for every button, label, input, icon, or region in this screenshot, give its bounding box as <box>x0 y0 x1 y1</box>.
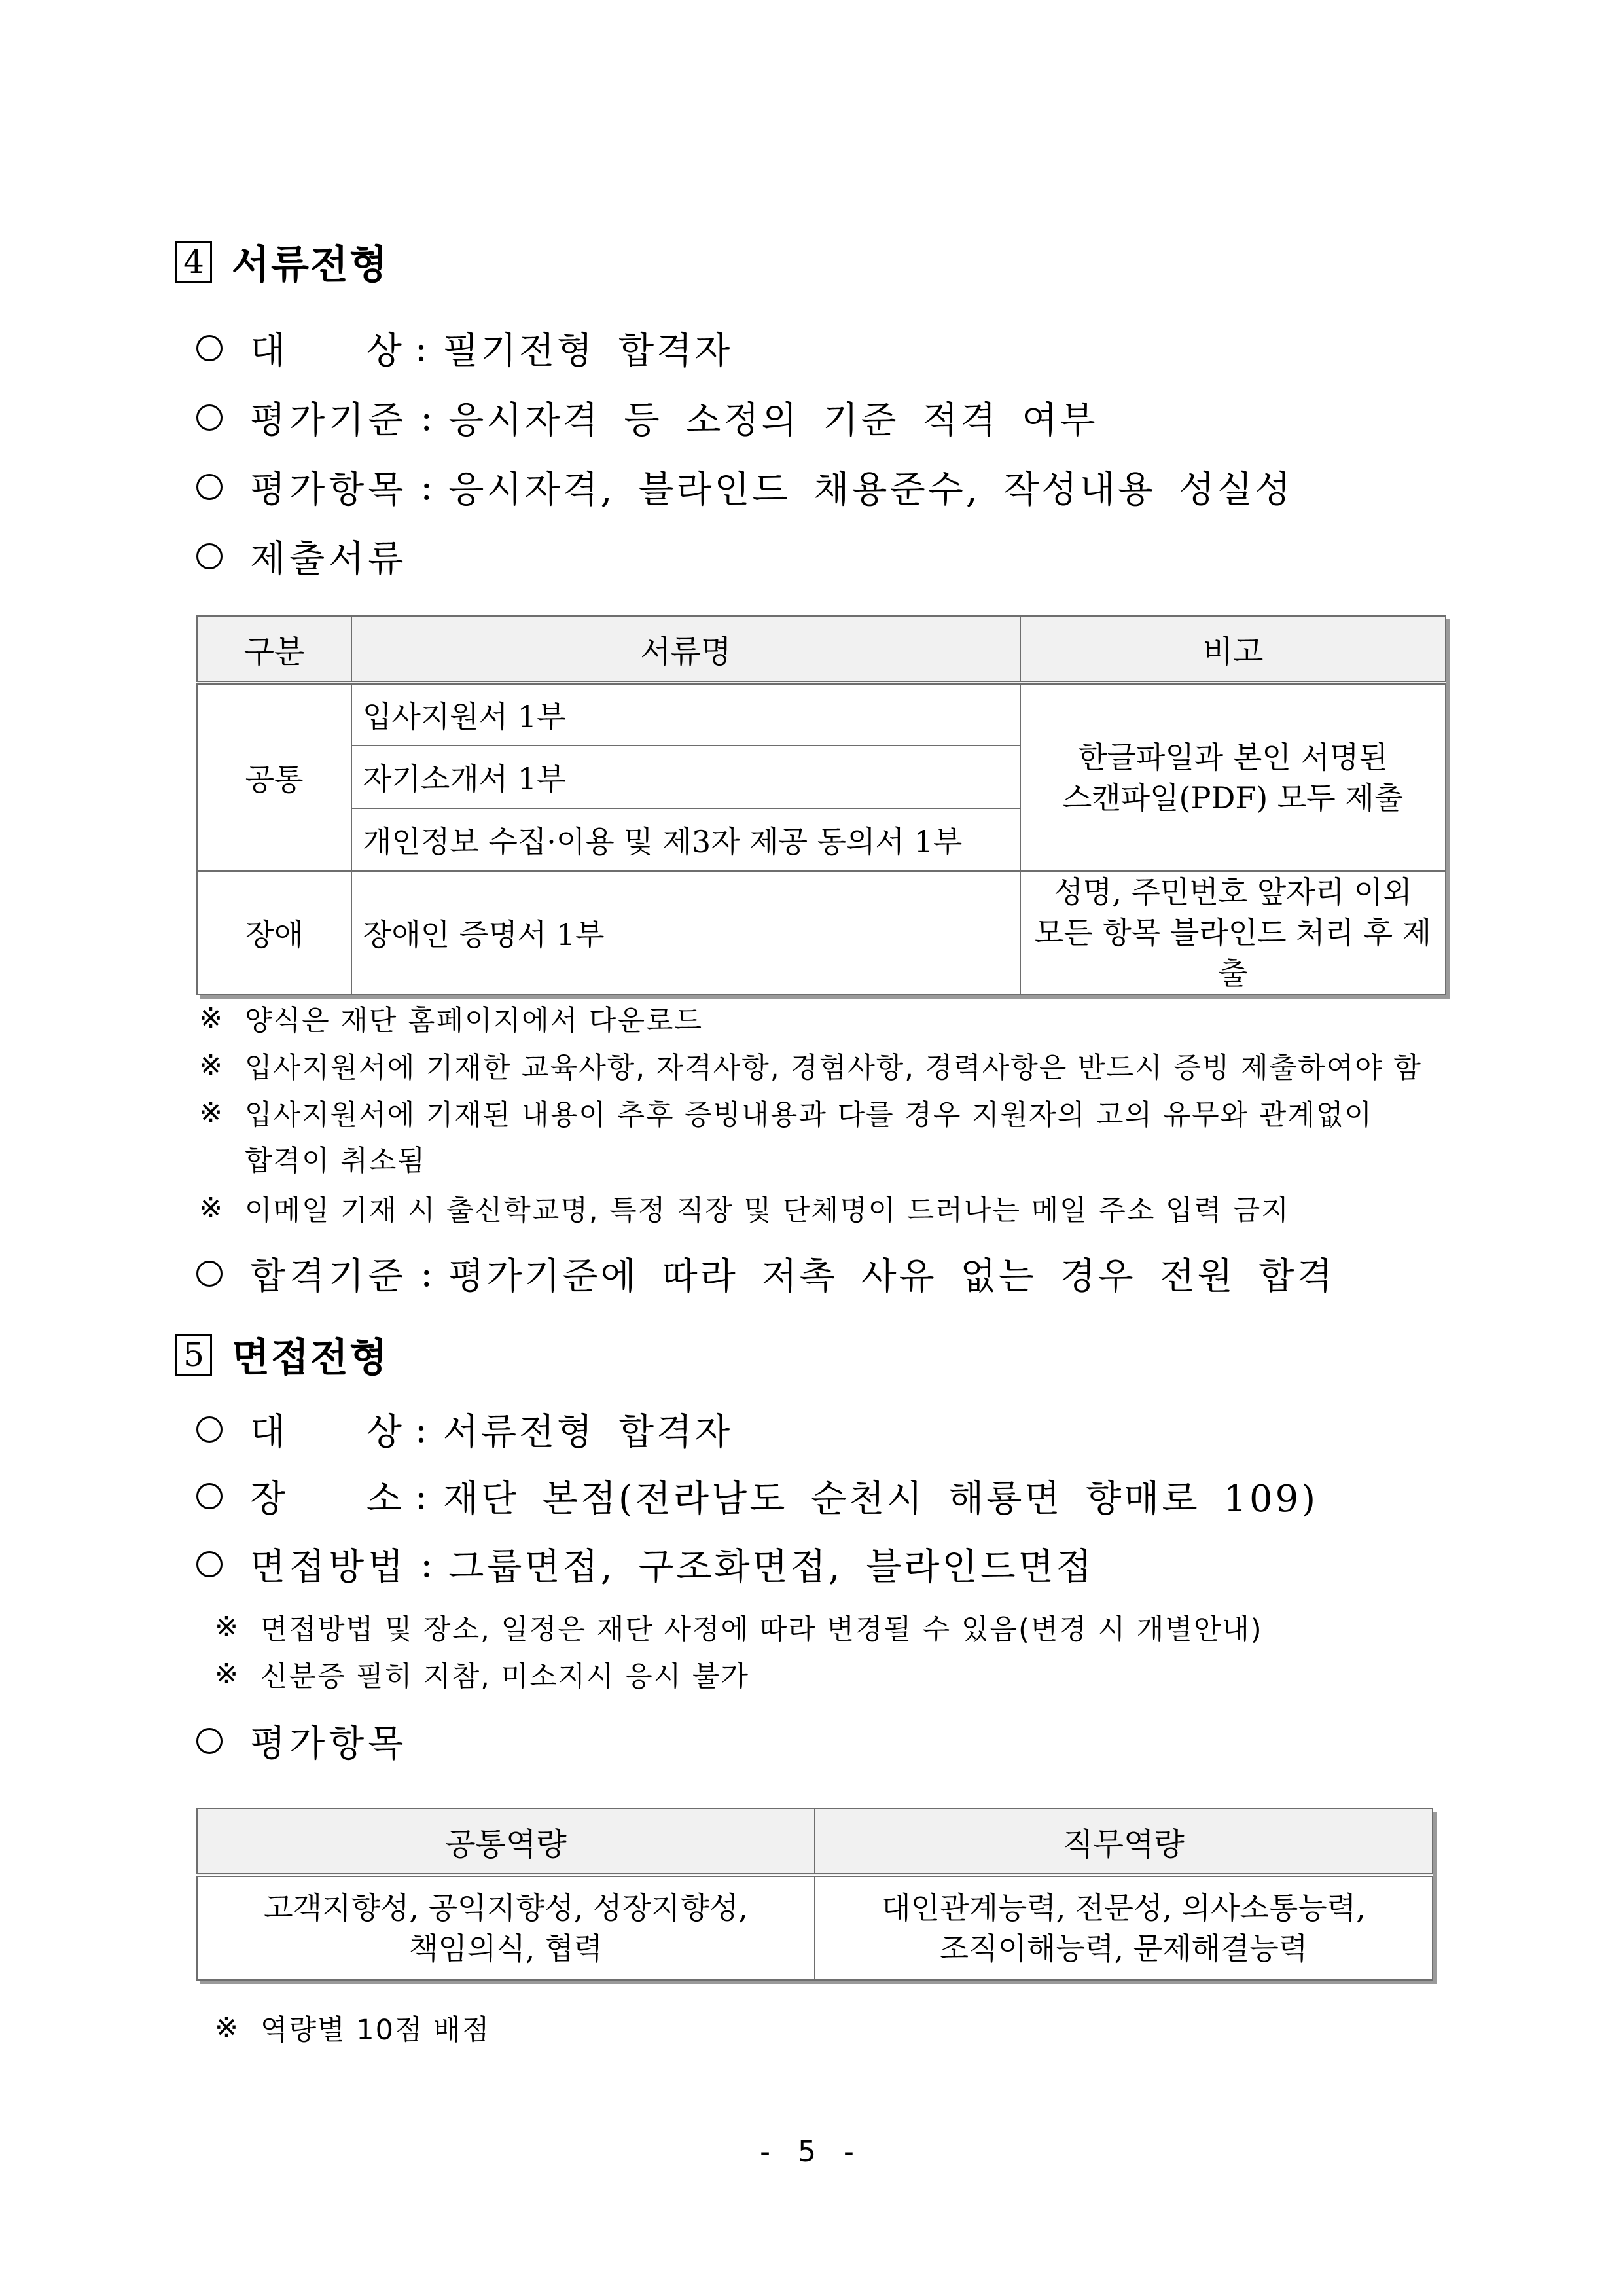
reference-mark-icon: ※ <box>215 1658 240 1691</box>
header-common-competency: 공통역량 <box>197 1808 815 1875</box>
eval-items-value: 응시자격, 블라인드 채용준수, 작성내용 성실성 <box>448 469 1293 511</box>
circle-bullet-icon <box>196 474 223 500</box>
colon-separator: : <box>420 1543 433 1586</box>
table-row <box>197 1875 1433 1980</box>
note-schedule-change: ※ 면접방법 및 장소, 일정은 재단 사정에 따라 변경될 수 있음(변경 시 개별안내) <box>215 1611 1263 1646</box>
note-common: 한글파일과 본인 서명된 스캔파일(PDF) 모두 제출 <box>1020 683 1446 871</box>
criteria-label: 평가기준 <box>250 399 408 442</box>
note-id-required: ※ 신분증 필히 지참, 미소지시 응시 불가 <box>215 1658 750 1693</box>
eval-items-item <box>196 461 1293 513</box>
section-5-number: 5 <box>175 1334 212 1376</box>
reference-mark-icon: ※ <box>215 1611 240 1643</box>
reference-mark-icon: ※ <box>199 1192 224 1225</box>
note-cancellation-cont: 합격이 취소됨 <box>245 1144 426 1177</box>
reference-mark-icon: ※ <box>199 1049 224 1082</box>
table-row <box>197 871 1446 994</box>
category-disability: 장애 <box>197 871 351 994</box>
interview-method-value: 그룹면접, 구조화면접, 블라인드면접 <box>448 1546 1094 1588</box>
reference-mark-icon: ※ <box>215 2011 240 2044</box>
header-note: 비고 <box>1020 616 1446 683</box>
note-form-download: ※ 양식은 재단 홈페이지에서 다운로드 <box>199 1002 704 1037</box>
circle-bullet-icon <box>196 404 223 431</box>
note-email: ※ 이메일 기재 시 출신학교명, 특정 직장 및 단체명이 드러나는 메일 주소 입력 금지 <box>199 1192 1290 1227</box>
criteria-item <box>196 391 1098 444</box>
header-category: 구분 <box>197 616 351 683</box>
interview-eval-label: 평가항목 <box>250 1723 408 1765</box>
interview-method-item <box>196 1538 1094 1590</box>
target-value: 필기전형 합격자 <box>442 330 733 372</box>
interview-location-item <box>196 1470 1318 1522</box>
target-item <box>196 322 732 374</box>
colon-separator: : <box>415 1475 427 1518</box>
section-4-heading <box>175 237 389 287</box>
section-4-title: 서류전형 <box>232 242 389 288</box>
circle-bullet-icon <box>196 1728 223 1754</box>
doc-privacy-consent: 개인정보 수집·이용 및 제3자 제공 동의서 1부 <box>351 808 1020 871</box>
header-doc-name: 서류명 <box>351 616 1020 683</box>
note-proof-required: ※ 입사지원서에 기재한 교육사항, 자격사항, 경험사항, 경력사항은 반드시 증빙 제출하여야 함 <box>199 1049 1422 1085</box>
colon-separator: : <box>420 396 433 439</box>
interview-location-value: 재단 본점(전라남도 순천시 해룡면 향매로 109) <box>442 1478 1319 1520</box>
circle-bullet-icon <box>196 1551 223 1577</box>
circle-bullet-icon <box>196 1483 223 1509</box>
pass-criteria-value: 평가기준에 따라 저촉 사유 없는 경우 전원 합격 <box>448 1255 1335 1298</box>
circle-bullet-icon <box>196 335 223 361</box>
target-label: 대 상 <box>250 330 402 372</box>
table-header-row <box>197 1808 1433 1875</box>
job-competency-cell: 대인관계능력, 전문성, 의사소통능력, 조직이해능력, 문제해결능력 <box>815 1875 1433 1980</box>
interview-method-label: 면접방법 <box>250 1546 408 1588</box>
interview-target-label: 대 상 <box>250 1411 402 1454</box>
interview-target-value: 서류전형 합격자 <box>442 1411 733 1454</box>
doc-disability-cert: 장애인 증명서 1부 <box>351 871 1020 994</box>
documents-table <box>196 615 1446 995</box>
reference-mark-icon: ※ <box>199 1002 224 1035</box>
reference-mark-icon: ※ <box>199 1096 224 1129</box>
documents-label: 제출서류 <box>250 538 408 581</box>
pass-criteria-label: 합격기준 <box>250 1255 408 1298</box>
doc-application: 입사지원서 1부 <box>351 683 1020 745</box>
note-disability: 성명, 주민번호 앞자리 이외 모든 항목 블라인드 처리 후 제출 <box>1020 871 1446 994</box>
competency-table <box>196 1808 1433 1981</box>
table-header-row <box>197 616 1446 683</box>
common-competency-cell: 고객지향성, 공익지향성, 성장지향성, 책임의식, 협력 <box>197 1875 815 1980</box>
interview-location-label: 장 소 <box>250 1478 402 1520</box>
interview-eval-item <box>196 1715 407 1767</box>
colon-separator: : <box>420 1252 433 1295</box>
circle-bullet-icon <box>196 1416 223 1443</box>
header-job-competency: 직무역량 <box>815 1808 1433 1875</box>
circle-bullet-icon <box>196 1261 223 1287</box>
table-row <box>197 683 1446 745</box>
section-5-title: 면접전형 <box>232 1335 389 1381</box>
criteria-value: 응시자격 등 소정의 기준 적격 여부 <box>448 399 1098 442</box>
note-cancellation: ※ 입사지원서에 기재된 내용이 추후 증빙내용과 다를 경우 지원자의 고의 유무와 관계없이 <box>199 1096 1374 1132</box>
page-number: - 5 - <box>760 2135 863 2168</box>
pass-criteria-item <box>196 1247 1335 1300</box>
colon-separator: : <box>415 327 427 370</box>
category-common: 공통 <box>197 683 351 871</box>
interview-target-item <box>196 1403 732 1456</box>
circle-bullet-icon <box>196 543 223 569</box>
eval-items-label: 평가항목 <box>250 469 408 511</box>
colon-separator: : <box>415 1408 427 1451</box>
note-scoring: ※ 역량별 10점 배점 <box>215 2011 491 2047</box>
colon-separator: : <box>420 465 433 509</box>
section-4-number: 4 <box>175 241 212 283</box>
section-5-heading <box>175 1330 389 1380</box>
documents-item <box>196 530 407 583</box>
doc-self-intro: 자기소개서 1부 <box>351 745 1020 808</box>
